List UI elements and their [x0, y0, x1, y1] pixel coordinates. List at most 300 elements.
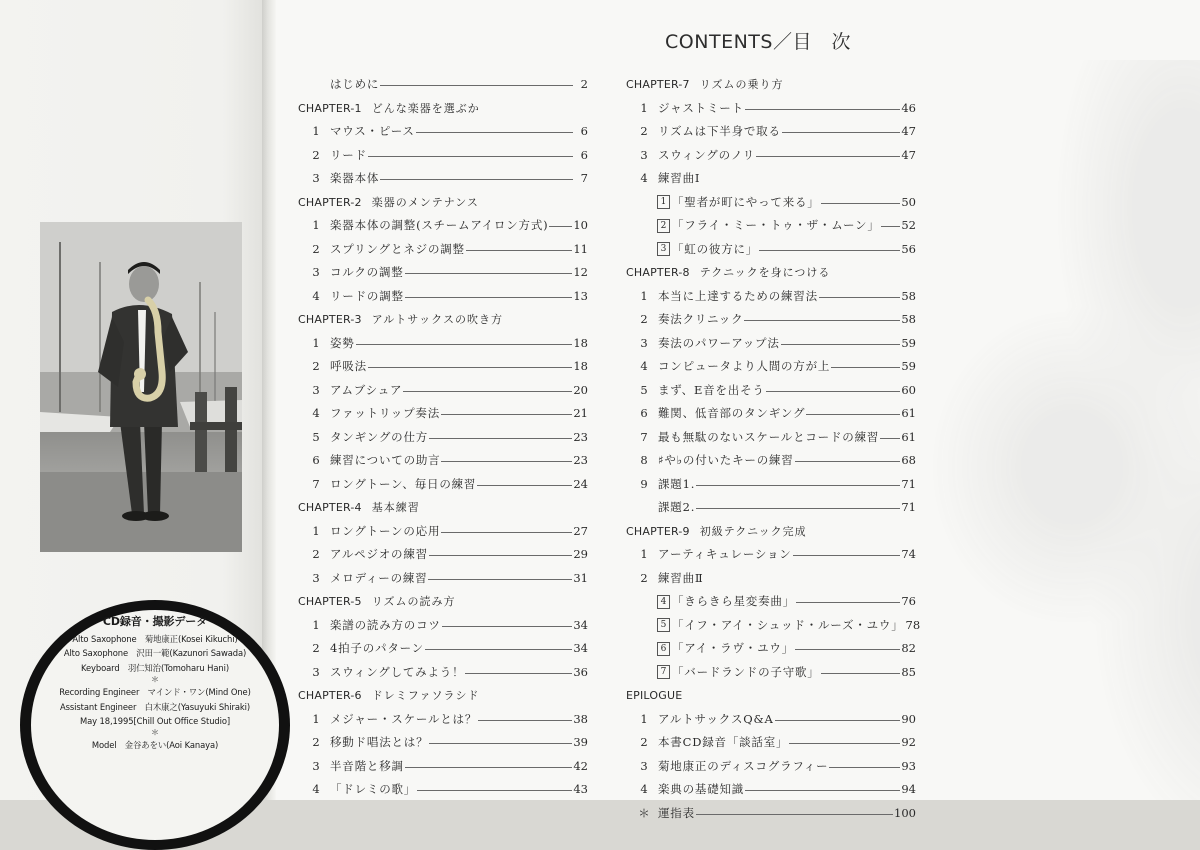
- page-number: 61: [901, 429, 916, 444]
- entry-label: 練習についての助言: [330, 453, 441, 467]
- leader-line: [745, 109, 900, 110]
- toc-entry: [626, 778, 916, 802]
- toc-entry: [298, 73, 588, 97]
- entry-number: 2: [640, 735, 648, 749]
- page-number: 59: [901, 359, 916, 373]
- leader-line: [759, 250, 900, 251]
- leader-line: [696, 508, 900, 509]
- chapter-heading: [626, 684, 916, 708]
- toc-entry: [298, 755, 588, 779]
- leader-line: [466, 250, 573, 251]
- leader-line: [775, 720, 901, 721]
- toc-entry: [626, 167, 916, 191]
- page-number: 29: [573, 547, 588, 561]
- entry-number: ＊: [638, 805, 650, 820]
- leader-line: [781, 344, 901, 345]
- page-number: 12: [573, 265, 588, 279]
- leader-line: [793, 555, 901, 556]
- credit-line: Assistant Engineer 白木康之(Yasuyuki Shiraki): [60, 701, 250, 712]
- toc-entry: [626, 543, 916, 567]
- toc-entry: [626, 449, 916, 473]
- chapter-number: CHAPTER-7: [626, 78, 690, 91]
- entry-label: まず、E音を出そう: [658, 382, 765, 397]
- leader-line: [881, 226, 901, 227]
- leader-line: [795, 649, 900, 650]
- entry-number: 1: [312, 617, 320, 632]
- entry-label: ♯や♭の付いたキーの練習: [658, 453, 794, 467]
- entry-number: 3: [312, 265, 320, 279]
- toc-entry: [298, 520, 588, 544]
- entry-label: 運指表: [658, 805, 695, 820]
- toc-entry: [626, 731, 916, 755]
- entry-label: ロングトーン、毎日の練習: [330, 476, 477, 491]
- page-title: CONTENTS／目 次: [665, 31, 851, 53]
- credit-line: Keyboard 羽仁知治(Tomoharu Hani): [81, 662, 229, 673]
- toc-entry: [626, 496, 916, 520]
- chapter-heading: [298, 684, 588, 708]
- entry-number: 1: [640, 711, 648, 726]
- chapter-heading: [626, 261, 916, 285]
- toc-subentry: [626, 661, 916, 685]
- page-number: 34: [573, 641, 588, 655]
- entry-label: 呼吸法: [330, 359, 367, 373]
- leader-line: [405, 297, 573, 298]
- entry-number: 1: [640, 547, 648, 561]
- page-number: 42: [573, 758, 588, 773]
- credit-line: Model 金谷あをい(Aoi Kanaya): [91, 740, 219, 751]
- entry-number: 7: [640, 429, 648, 444]
- chapter-title: 楽器のメンテナンス: [371, 195, 479, 209]
- entry-number: 6: [312, 453, 320, 467]
- tune-number-box: 2: [657, 219, 670, 233]
- entry-number: 2: [312, 641, 320, 655]
- entry-number: 3: [312, 171, 320, 185]
- chapter-number: CHAPTER-2: [298, 195, 362, 209]
- toc-entry: [298, 261, 588, 285]
- page-number: 23: [573, 429, 588, 444]
- leader-line: [403, 391, 572, 392]
- leader-line: [829, 767, 900, 768]
- toc-entry: [626, 308, 916, 332]
- entry-label: 「虹の彼方に」: [672, 241, 759, 256]
- toc-entry: [298, 449, 588, 473]
- page-number: 85: [901, 664, 916, 679]
- chapter-number: CHAPTER-8: [626, 266, 690, 279]
- chapter-title: リズムの読み方: [371, 595, 456, 608]
- entry-label: 半音階と移調: [330, 758, 404, 773]
- toc-entry: [626, 567, 916, 591]
- entry-label: 姿勢: [330, 335, 355, 350]
- entry-label: 本当に上達するための練習法: [658, 288, 818, 303]
- page-number: 94: [901, 782, 916, 796]
- entry-number: 2: [640, 570, 648, 585]
- page-number: 56: [901, 241, 916, 256]
- leader-line: [356, 344, 573, 345]
- page-number: 18: [573, 359, 588, 373]
- entry-label: 「きらきら星変奏曲」: [672, 594, 795, 608]
- entry-number: 7: [312, 476, 320, 491]
- leader-line: [405, 767, 573, 768]
- entry-label: アーティキュレーション: [658, 547, 792, 561]
- tune-number-box: 5: [657, 618, 670, 632]
- page-number: 52: [901, 218, 916, 232]
- page-number: 71: [901, 476, 916, 491]
- entry-label: リードの調整: [330, 288, 404, 303]
- leader-line: [380, 85, 573, 86]
- page-number: 6: [580, 147, 588, 162]
- page-number: 46: [901, 100, 916, 115]
- toc-entry: [298, 778, 588, 802]
- page-number: 36: [573, 664, 588, 679]
- toc-entry: [626, 332, 916, 356]
- entry-label: 楽譜の読み方のコツ: [330, 617, 441, 632]
- entry-label: リード: [330, 147, 367, 162]
- entry-number: 3: [312, 570, 320, 585]
- page-number: 61: [901, 406, 916, 420]
- page-number: 11: [573, 241, 588, 256]
- toc-entry: [626, 97, 916, 121]
- entry-label: タンギングの仕方: [330, 429, 429, 444]
- leader-line: [417, 790, 572, 791]
- page-number: 10: [573, 218, 588, 232]
- chapter-heading: [626, 73, 916, 97]
- toc-entry: [298, 708, 588, 732]
- entry-label: 本書CD録音「談話室」: [658, 735, 789, 749]
- toc-entry: [298, 661, 588, 685]
- entry-label: 「ドレミの歌」: [330, 782, 417, 796]
- entry-number: 3: [312, 664, 320, 679]
- entry-number: 3: [640, 147, 648, 162]
- entry-label: 「イフ・アイ・シュッド・ルーズ・ユウ」: [672, 617, 904, 632]
- page-number: 93: [901, 758, 916, 773]
- entry-number: 2: [640, 124, 648, 138]
- page-number: 27: [573, 523, 588, 538]
- entry-number: 4: [312, 782, 320, 796]
- leader-line: [549, 226, 572, 227]
- chapter-heading: [298, 191, 588, 215]
- entry-number: 6: [640, 406, 648, 420]
- entry-label: 「バードランドの子守歌」: [672, 664, 820, 679]
- toc-entry: [626, 144, 916, 168]
- toc-entry: [626, 755, 916, 779]
- page-number: 90: [901, 711, 916, 726]
- toc-left-column: [298, 73, 588, 802]
- toc-entry: [626, 120, 916, 144]
- entry-label: 練習曲Ⅱ: [658, 570, 704, 585]
- tune-number-box: 6: [657, 642, 670, 656]
- entry-number: 1: [312, 335, 320, 350]
- show-through-image: [876, 60, 1200, 800]
- page-number: 2: [580, 77, 588, 91]
- toc-entry: [298, 473, 588, 497]
- entry-number: 2: [312, 547, 320, 561]
- toc-subentry: [626, 614, 921, 638]
- leader-line: [425, 649, 572, 650]
- tune-number-box: 3: [657, 242, 670, 256]
- entry-number: 1: [312, 523, 320, 538]
- entry-label: スプリングとネジの調整: [330, 241, 465, 256]
- leader-line: [477, 485, 572, 486]
- chapter-number: CHAPTER-9: [626, 524, 690, 538]
- credit-line: May 18,1995[Chill Out Office Studio]: [79, 716, 231, 727]
- entry-label: 移動ド唱法とは？: [330, 735, 429, 749]
- entry-label: 最も無駄のないスケールとコードの練習: [658, 429, 880, 444]
- leader-line: [821, 203, 901, 204]
- toc-subentry: [626, 191, 916, 215]
- chapter-title: リズムの乗り方: [699, 78, 784, 91]
- page-number: 92: [901, 735, 916, 749]
- leader-line: [806, 414, 900, 415]
- toc-entry: [298, 144, 588, 168]
- entry-label: リズムは下半身で取る: [658, 124, 781, 138]
- entry-label: はじめに: [330, 77, 380, 91]
- chapter-title: アルトサックスの吹き方: [371, 313, 503, 326]
- toc-subentry: [626, 238, 916, 262]
- page-number: 13: [573, 288, 588, 303]
- page-number: 34: [573, 617, 588, 632]
- page-number: 71: [901, 500, 916, 514]
- toc-entry: [626, 802, 916, 826]
- entry-label: メロディーの練習: [330, 570, 428, 585]
- toc-entry: [298, 567, 588, 591]
- entry-number: 3: [640, 758, 648, 773]
- entry-label: 奏法クリニック: [658, 312, 744, 326]
- entry-label: 課題2.: [658, 500, 696, 514]
- toc-entry: [298, 238, 588, 262]
- toc-entry: [298, 543, 588, 567]
- toc-entry: [626, 285, 916, 309]
- page-number: 7: [580, 171, 588, 185]
- page-number: 60: [901, 382, 916, 397]
- leader-line: [428, 579, 572, 580]
- leader-line: [368, 156, 573, 157]
- leader-line: [789, 743, 900, 744]
- page-number: 31: [573, 570, 588, 585]
- entry-label: ジャストミート: [658, 100, 744, 115]
- chapter-title: 基本練習: [371, 501, 420, 514]
- chapter-number: CHAPTER-6: [298, 689, 362, 702]
- entry-label: マウス・ピース: [330, 124, 415, 138]
- entry-number: 4: [312, 288, 320, 303]
- leader-line: [405, 273, 573, 274]
- page-number: 74: [901, 547, 916, 561]
- entry-number: 1: [312, 711, 320, 726]
- page-number: 76: [901, 594, 916, 608]
- entry-number: 4: [640, 782, 648, 796]
- entry-label: 奏法のパワーアップ法: [658, 335, 780, 350]
- chapter-title: ドレミファソラシド: [371, 689, 480, 702]
- entry-label: 課題1.: [658, 476, 696, 491]
- entry-label: アルペジオの練習: [330, 547, 428, 561]
- credits-block: [40, 612, 270, 753]
- entry-number: 2: [312, 147, 320, 162]
- credit-line: Alto Saxophone 菊地康正(Kosei Kikuchi): [72, 634, 238, 644]
- leader-line: [416, 132, 573, 133]
- leader-line: [880, 438, 900, 439]
- entry-label: 楽器本体の調整(スチームアイロン方式): [330, 218, 549, 232]
- page-number: 20: [573, 382, 588, 397]
- entry-number: 4: [640, 171, 648, 185]
- leader-line: [478, 720, 572, 721]
- toc-entry: [626, 426, 916, 450]
- entry-number: 3: [312, 758, 320, 773]
- page-number: 50: [901, 194, 916, 209]
- entry-number: 4: [312, 406, 320, 420]
- credit-line: Recording Engineer マインド・ワン(Mind One): [59, 687, 251, 698]
- leader-line: [429, 743, 572, 744]
- entry-number: 1: [640, 100, 648, 115]
- chapter-heading: [626, 520, 916, 544]
- page-number: 58: [901, 288, 916, 303]
- chapter-heading: [298, 496, 588, 520]
- leader-line: [429, 555, 572, 556]
- leader-line: [380, 179, 573, 180]
- entry-label: 「アイ・ラヴ・ユウ」: [672, 641, 794, 655]
- entry-number: 9: [640, 476, 648, 491]
- entry-label: コルクの調整: [330, 265, 404, 279]
- entry-label: スウィングしてみよう！: [330, 664, 465, 679]
- page-number: 58: [901, 312, 916, 326]
- toc-right-column: [626, 73, 921, 825]
- toc-entry: [298, 167, 588, 191]
- chapter-heading: [298, 97, 588, 121]
- entry-number: 3: [312, 382, 320, 397]
- toc-entry: [298, 426, 588, 450]
- page-number: 78: [905, 617, 921, 632]
- leader-line: [819, 297, 900, 298]
- toc-entry: [298, 332, 588, 356]
- entry-number: 1: [640, 288, 648, 303]
- entry-number: 3: [640, 335, 648, 350]
- toc-entry: [626, 402, 916, 426]
- credit-line: ＊: [151, 675, 159, 685]
- saxophonist-photo: [40, 222, 242, 552]
- leader-line: [831, 367, 900, 368]
- chapter-title: テクニックを身につける: [699, 266, 831, 279]
- page-number: 6: [580, 124, 588, 138]
- entry-number: 2: [640, 312, 648, 326]
- page-number: 43: [573, 782, 588, 796]
- entry-number: 2: [312, 735, 320, 749]
- page-number: 23: [573, 453, 588, 467]
- toc-entry: [298, 214, 588, 238]
- entry-number: 1: [312, 124, 320, 138]
- toc-entry: [626, 379, 916, 403]
- leader-line: [744, 320, 900, 321]
- leader-line: [756, 156, 900, 157]
- toc-entry: [298, 614, 588, 638]
- leader-line: [795, 461, 901, 462]
- chapter-number: CHAPTER-5: [298, 595, 362, 608]
- chapter-title: 初級テクニック完成: [699, 524, 807, 538]
- page-number: 39: [573, 735, 588, 749]
- leader-line: [796, 602, 900, 603]
- entry-label: 「聖者が町にやって来る」: [672, 194, 820, 209]
- entry-number: 5: [312, 429, 320, 444]
- credit-line: Alto Saxophone 沢田一範(Kazunori Sawada): [63, 648, 247, 659]
- page-number: 82: [901, 641, 916, 655]
- toc-entry: [626, 473, 916, 497]
- leader-line: [465, 673, 572, 674]
- toc-entry: [298, 379, 588, 403]
- entry-label: 楽器本体: [330, 171, 380, 185]
- page-number: 21: [573, 406, 588, 420]
- toc-entry: [626, 355, 916, 379]
- toc-entry: [298, 402, 588, 426]
- leader-line: [441, 414, 572, 415]
- entry-number: 5: [640, 382, 648, 397]
- entry-label: ロングトーンの応用: [330, 523, 441, 538]
- page-number: 18: [573, 335, 588, 350]
- page-number: 47: [901, 147, 916, 162]
- chapter-number: CHAPTER-1: [298, 101, 362, 115]
- page-number: 100: [894, 805, 916, 820]
- toc-subentry: [626, 214, 916, 238]
- leader-line: [766, 391, 901, 392]
- credits-title: CD録音・撮影データ: [102, 615, 208, 628]
- entry-label: 「フライ・ミー・トゥ・ザ・ムーン」: [672, 218, 880, 232]
- chapter-number: CHAPTER-3: [298, 313, 362, 326]
- page-number: 47: [901, 124, 916, 138]
- entry-label: 難関、低音部のタンギング: [658, 406, 806, 420]
- entry-label: 楽典の基礎知識: [658, 782, 745, 796]
- leader-line: [745, 790, 900, 791]
- leader-line: [429, 438, 572, 439]
- entry-number: 2: [312, 359, 320, 373]
- leader-line: [441, 461, 572, 462]
- toc-entry: [626, 708, 916, 732]
- chapter-number: EPILOGUE: [626, 689, 683, 702]
- page-number: 38: [573, 711, 588, 726]
- credit-line: ＊: [151, 728, 159, 738]
- toc-subentry: [626, 590, 916, 614]
- leader-line: [442, 626, 573, 627]
- entry-label: 菊地康正のディスコグラフィー: [658, 758, 829, 773]
- toc-entry: [298, 285, 588, 309]
- entry-label: アムブシュア: [330, 382, 403, 397]
- toc-entry: [298, 355, 588, 379]
- leader-line: [368, 367, 572, 368]
- toc-entry: [298, 637, 588, 661]
- entry-number: 2: [312, 241, 320, 256]
- toc-entry: [298, 731, 588, 755]
- leader-line: [441, 532, 572, 533]
- entry-number: 1: [312, 218, 320, 232]
- entry-label: スウィングのノリ: [658, 147, 756, 162]
- toc-entry: [298, 120, 588, 144]
- chapter-number: CHAPTER-4: [298, 501, 362, 514]
- page-number: 59: [901, 335, 916, 350]
- entry-label: ファットリップ奏法: [330, 406, 441, 420]
- leader-line: [696, 485, 900, 486]
- tune-number-box: 1: [657, 195, 670, 209]
- page-number: 68: [901, 453, 916, 467]
- chapter-heading: [298, 308, 588, 332]
- chapter-title: どんな楽器を選ぶか: [371, 101, 480, 115]
- leader-line: [821, 673, 901, 674]
- leader-line: [782, 132, 901, 133]
- toc-subentry: [626, 637, 916, 661]
- entry-label: 4拍子のパターン: [330, 641, 424, 655]
- entry-number: 8: [640, 453, 648, 467]
- entry-label: アルトサックスQ&A: [658, 711, 774, 726]
- entry-label: メジャー・スケールとは？: [330, 711, 478, 726]
- chapter-heading: [298, 590, 588, 614]
- tune-number-box: 7: [657, 665, 670, 679]
- tune-number-box: 4: [657, 595, 670, 609]
- leader-line: [696, 814, 893, 815]
- entry-label: 練習曲Ⅰ: [658, 171, 701, 185]
